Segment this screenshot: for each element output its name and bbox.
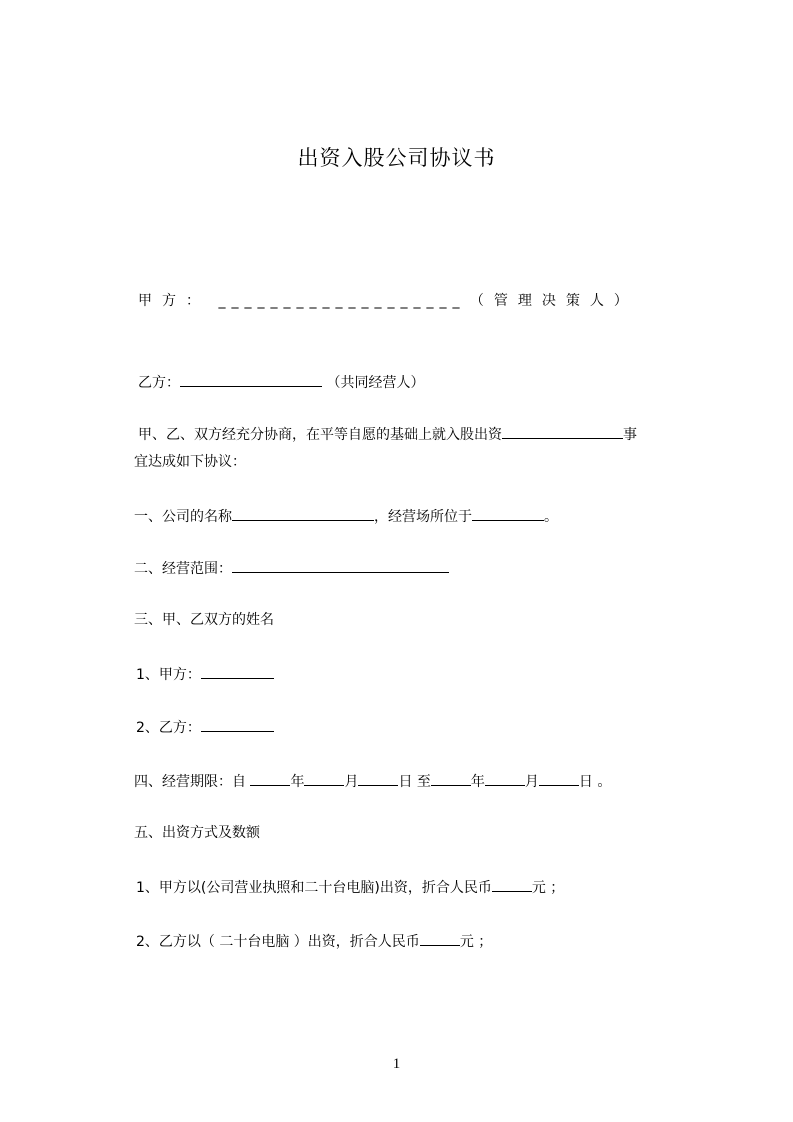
party-b-role: （共同经营人） — [326, 375, 425, 391]
end-day-label: 日 。 — [578, 774, 612, 790]
item-3-label: 三、甲、乙双方的姓名 — [134, 612, 274, 628]
item-1 — [134, 506, 558, 527]
item-3 — [134, 610, 274, 630]
end-year-label: 年 — [470, 774, 485, 790]
party-b-amount-blank — [420, 931, 460, 946]
item-5-1-label: 1、甲方以(公司营业执照和二十台电脑)出资，折合人民币 — [136, 880, 492, 896]
end-year-blank — [431, 771, 471, 786]
intro-line-2 — [134, 452, 246, 472]
party-a-role: （管理决策人） — [469, 293, 638, 309]
company-name-blank — [232, 506, 374, 521]
start-year-label: 年 — [290, 774, 305, 790]
party-b-name-blank — [201, 717, 274, 732]
item-1-location-label: ，经营场所位于 — [374, 509, 472, 525]
start-day-label: 日 至 — [398, 774, 431, 790]
end-month-blank — [485, 771, 525, 786]
item-5-2 — [136, 931, 492, 952]
item-2 — [134, 558, 449, 579]
item-5-label: 五、出资方式及数额 — [134, 825, 260, 841]
start-month-blank — [304, 771, 344, 786]
party-a-label: 甲方： — [138, 293, 210, 309]
party-b-line — [138, 372, 424, 393]
item-2-label: 二、经营范围： — [134, 561, 232, 577]
item-1-label: 一、公司的名称 — [134, 509, 232, 525]
end-day-blank — [539, 771, 579, 786]
start-year-blank — [250, 771, 290, 786]
location-blank — [472, 506, 544, 521]
party-a-name-blank — [201, 664, 274, 679]
item-3-2-label: 2、乙方： — [136, 720, 201, 736]
item-3-1 — [136, 664, 274, 685]
start-day-blank — [358, 771, 398, 786]
page-number: 1 — [392, 1056, 401, 1072]
party-a-line — [138, 291, 638, 311]
party-b-blank — [180, 372, 322, 387]
item-5 — [134, 823, 260, 843]
item-3-2 — [136, 717, 274, 738]
item-5-2-label: 2、乙方以（ 二十台电脑 ）出资，折合人民币 — [136, 934, 420, 950]
intro-text-start: 甲、乙、双方经充分协商，在平等自愿的基础上就入股出资 — [138, 427, 502, 443]
item-5-1-unit: 元 ； — [531, 880, 565, 896]
party-a-amount-blank — [492, 877, 532, 892]
document-title: 出资入股公司协议书 — [297, 146, 496, 170]
party-b-label: 乙方： — [138, 375, 180, 391]
item-4-label: 四、经营期限：自 — [134, 774, 246, 790]
item-5-1 — [136, 877, 564, 898]
item-4 — [134, 771, 611, 792]
intro-text-line2: 宜达成如下协议： — [134, 454, 246, 470]
end-month-label: 月 — [524, 774, 539, 790]
item-5-2-unit: 元 ； — [459, 934, 493, 950]
start-month-label: 月 — [344, 774, 359, 790]
intro-blank — [502, 424, 623, 439]
intro-line-1 — [138, 424, 637, 445]
item-1-period: 。 — [544, 509, 558, 525]
party-a-blank: ___________________ — [218, 293, 466, 309]
item-3-1-label: 1、甲方： — [136, 667, 201, 683]
intro-text-end: 事 — [623, 427, 637, 443]
business-scope-blank — [232, 558, 449, 573]
